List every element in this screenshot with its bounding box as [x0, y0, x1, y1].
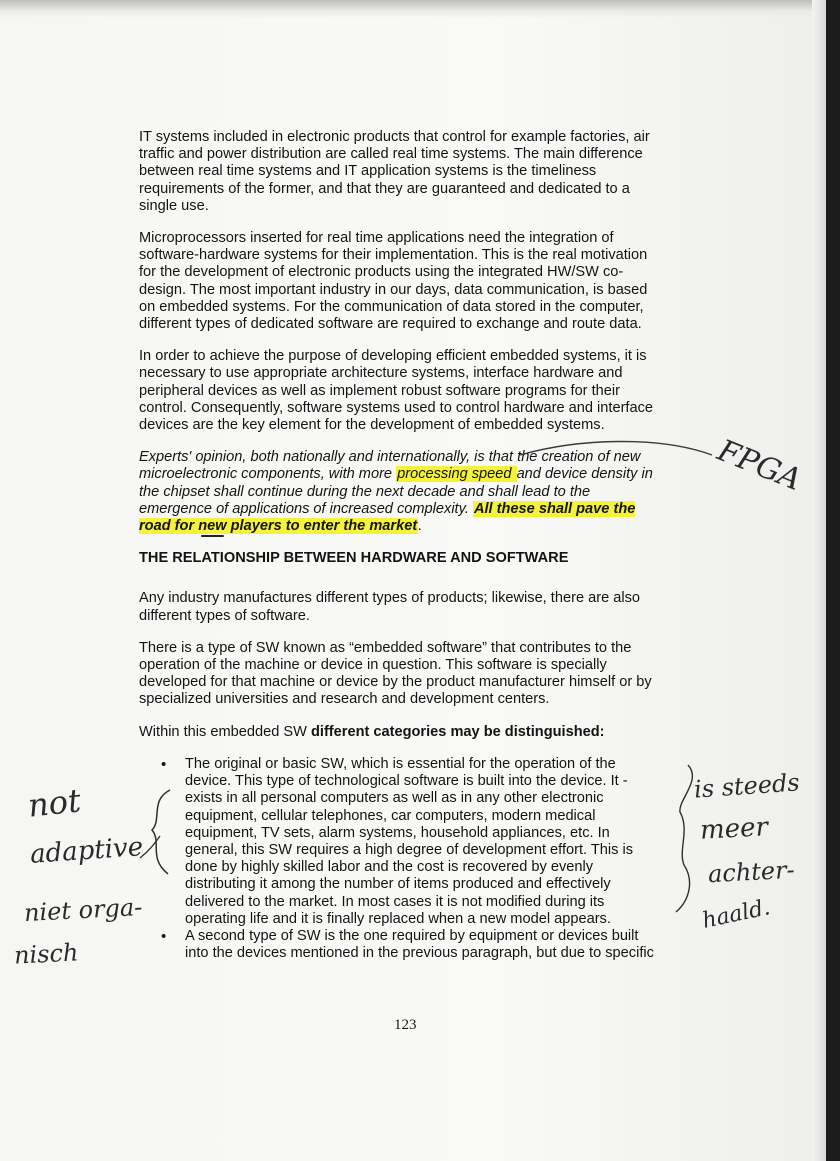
annotation-right-line-3: achter- [707, 855, 796, 889]
left-bracket [152, 790, 170, 874]
paragraph-microprocessors: Microprocessors inserted for real time applications need the integration of software-hardware systems for their implementation. This is the real motivation for the development of electronic products using the integrated HW/SW co-design. The most important industry in our days, data communication, is based on embedded systems. For the communication of data stored in the computer, different types of dedicated software are required to exchange and route data. [139, 230, 648, 333]
annotation-right-line-4: haald. [700, 895, 773, 934]
section-heading: THE RELATIONSHIP BETWEEN HARDWARE AND SOFTWARE [139, 550, 569, 567]
fpga-pointer-line [520, 441, 712, 455]
highlight-processing-speed: processing speed [397, 466, 516, 483]
categories-bold: different categories may be distinguished: [310, 723, 605, 740]
paragraph-industry: Any industry manufactures different types of products; likewise, there are also different types of software. [139, 590, 641, 624]
annotation-left-line-4: nisch [13, 938, 80, 970]
right-bracket [676, 765, 692, 912]
annotation-left-line-2: adaptive [29, 832, 145, 870]
annotation-left-line-3: niet orga- [23, 892, 143, 928]
highlight-part-a: All these shall pave the road for [139, 500, 636, 535]
experts-text-end: . [418, 518, 423, 535]
annotation-left-line-1: not [26, 781, 83, 825]
paragraph-real-time-systems: IT systems included in electronic products that control for example factories, air traffic and power distribution are called real time systems. The main difference between real time systems and IT application systems is the timeliness requirements of the former, and that they are guaranteed and dedicated to a single use. [139, 129, 650, 214]
experts-text-part2: and device density in the chipset shall continue during the next decade and shall lead to the emergence of applications of increased complexity. [139, 466, 653, 517]
annotation-right-line-2: meer [699, 812, 769, 846]
underlined-new: new [198, 518, 227, 535]
list-item: • The original or basic SW, which is essential for the operation of the device. This type of technological software is built into the device. It - exists in all personal computers as well as in any other electronic equipment, cellular telephones, car computers, modern medical equipment, TV sets, alarm systems, household appliances, etc. In general, this SW requires a high degree of development effort. This is done by highly skilled labor and the cost is recovered by evenly distributing it among the number of items produced and effectively delivered to the market. In most cases it is not modified during its operating life and it is finally replaced when a new model appears. [139, 756, 665, 928]
page-number: 123 [394, 1017, 417, 1033]
paragraph-embedded-software: There is a type of SW known as “embedded software” that contributes to the operation of the machine or device in question. This software is specially developed for that machine or device by the product manufacturer himself or by specialized universities and research and development centers. [139, 639, 652, 708]
annotation-fpga: FPGA [712, 433, 807, 498]
highlight-part-c: players to enter the market [226, 518, 418, 535]
list-item: • A second type of SW is the one required by equipment or devices built into the devices mentioned in the previous paragraph, but due to specific [139, 928, 665, 962]
experts-text-part1: Experts' opinion, both nationally and internationally, is that the creation of new microelectronic components, with more [139, 449, 641, 483]
annotation-right-line-1: is steeds [693, 768, 801, 804]
categories-intro: Within this embedded SW [139, 723, 311, 740]
paragraph-embedded-systems: In order to achieve the purpose of developing efficient embedded systems, it is necessary to use appropriate architecture systems, interface hardware and peripheral devices as well as implement robust software programs for their control. Consequently, software systems used to control hardware and interface devices are the key element for the development of embedded systems. [139, 348, 654, 434]
